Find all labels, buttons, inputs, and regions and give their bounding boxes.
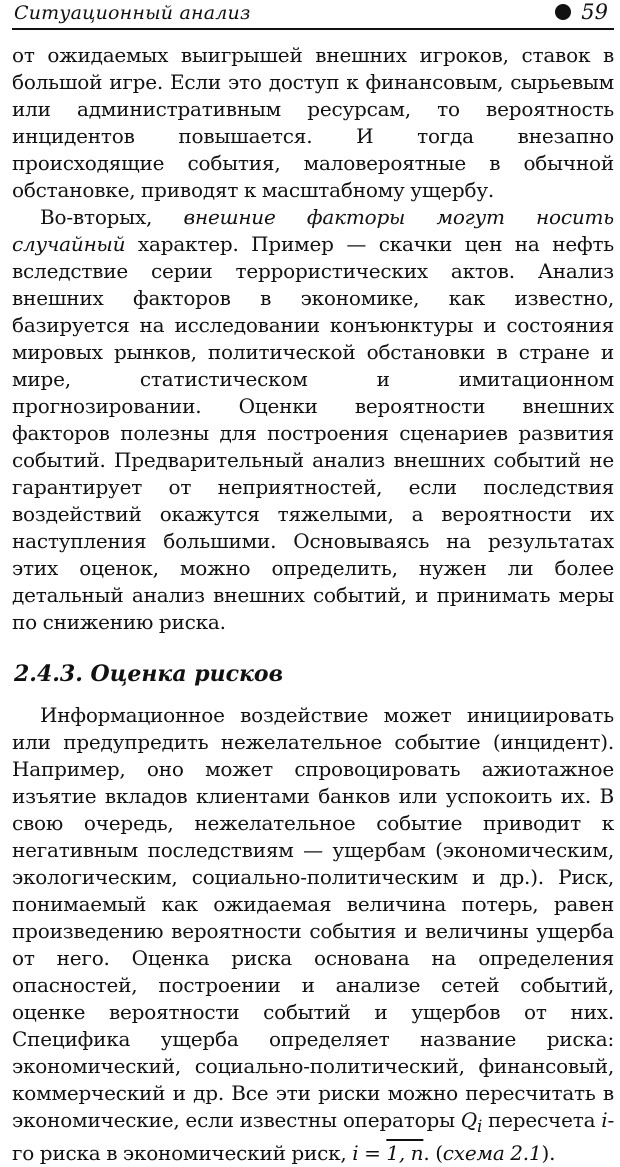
range-dot: . <box>423 1141 430 1165</box>
paragraph-2-emphasis: внешние факторы могут носить случайный <box>12 205 614 256</box>
page-number-block <box>555 0 608 24</box>
bullet-dot-icon <box>555 4 571 20</box>
running-header <box>12 0 614 30</box>
section-heading: 2.4.3. Оценка рисков <box>14 661 284 687</box>
paren-open: ( <box>429 1141 443 1165</box>
equals-sign: = <box>358 1141 387 1165</box>
running-title: Ситуационный анализ <box>14 2 251 24</box>
paragraph-3-mid: пересчета <box>482 1108 602 1132</box>
paragraph-2-lead: Во-вторых, <box>40 205 184 229</box>
paragraph-1: от ожидаемых выигрышей внешних игроков, ставок в большой игре. Если это доступ к финансовым, сырьевым или административным ресурсам, то вероятность инцидентов повышается. И тогда внезапно происходящие события, маловероятные в обычной обстановке, приводят к масштабному ущербу. <box>12 43 614 202</box>
index-i-2: i <box>352 1141 359 1165</box>
paragraph-3-body: Информационное воздействие может инициировать или предупредить нежелательное событие (инцидент). Например, оно может спровоцировать ажиотажное изъятие вкладов клиентами банков или успокоить их. В свою очередь, нежелательное событие приводит к негативным последствиям — ущербам (экономическим, экологическим, социально-политическим и др.). Риск, понимаемый как ожидаемая величина потерь, равен произведению вероятности события и величины ущерба от него. Оценка риска основана на определения опасностей, построении и анализе сетей событий, оценке вероятности событий и ущербов от них. Специфика ущерба определяет название риска: экономический, социально-политический, финансовый, коммерческий и др. Все эти риски можно пересчитать в экономические, если известны операторы <box>12 703 614 1132</box>
operator-q-subscript: i <box>476 1117 483 1136</box>
paragraph-3-mid-2: -го риска в экономический риск, <box>12 1108 614 1165</box>
operator-q: Q <box>460 1108 477 1132</box>
paragraph-2-body: характер. Пример — скачки цен на нефть вследствие серии террористических актов. Анализ внешних факторов в экономике, как известно, базируется на исследовании конъюнктуры и состояния мировых рынков, политической обстановки в стране и мире, статистическом и имитационном прогнозировании. Оценки вероятности внешних факторов полезны для построения сценариев развития событий. Предварительный анализ внешних событий не гарантирует от неприятностей, если последствия воздействий окажутся тяжелыми, а вероятности их наступления большими. Основываясь на результатах этих оценок, можно определить, нужен ли более детальный анализ внешних событий, и принимать меры по снижению риска. <box>12 232 614 634</box>
page-number: 59 <box>581 0 608 24</box>
book-page <box>12 0 614 1165</box>
paragraph-3 <box>12 702 614 1167</box>
paren-close: ). <box>541 1141 556 1165</box>
scheme-reference: схема 2.1 <box>442 1141 542 1165</box>
index-i: i <box>601 1108 608 1132</box>
paragraph-2 <box>12 204 614 636</box>
index-range: 1, n <box>386 1141 424 1165</box>
